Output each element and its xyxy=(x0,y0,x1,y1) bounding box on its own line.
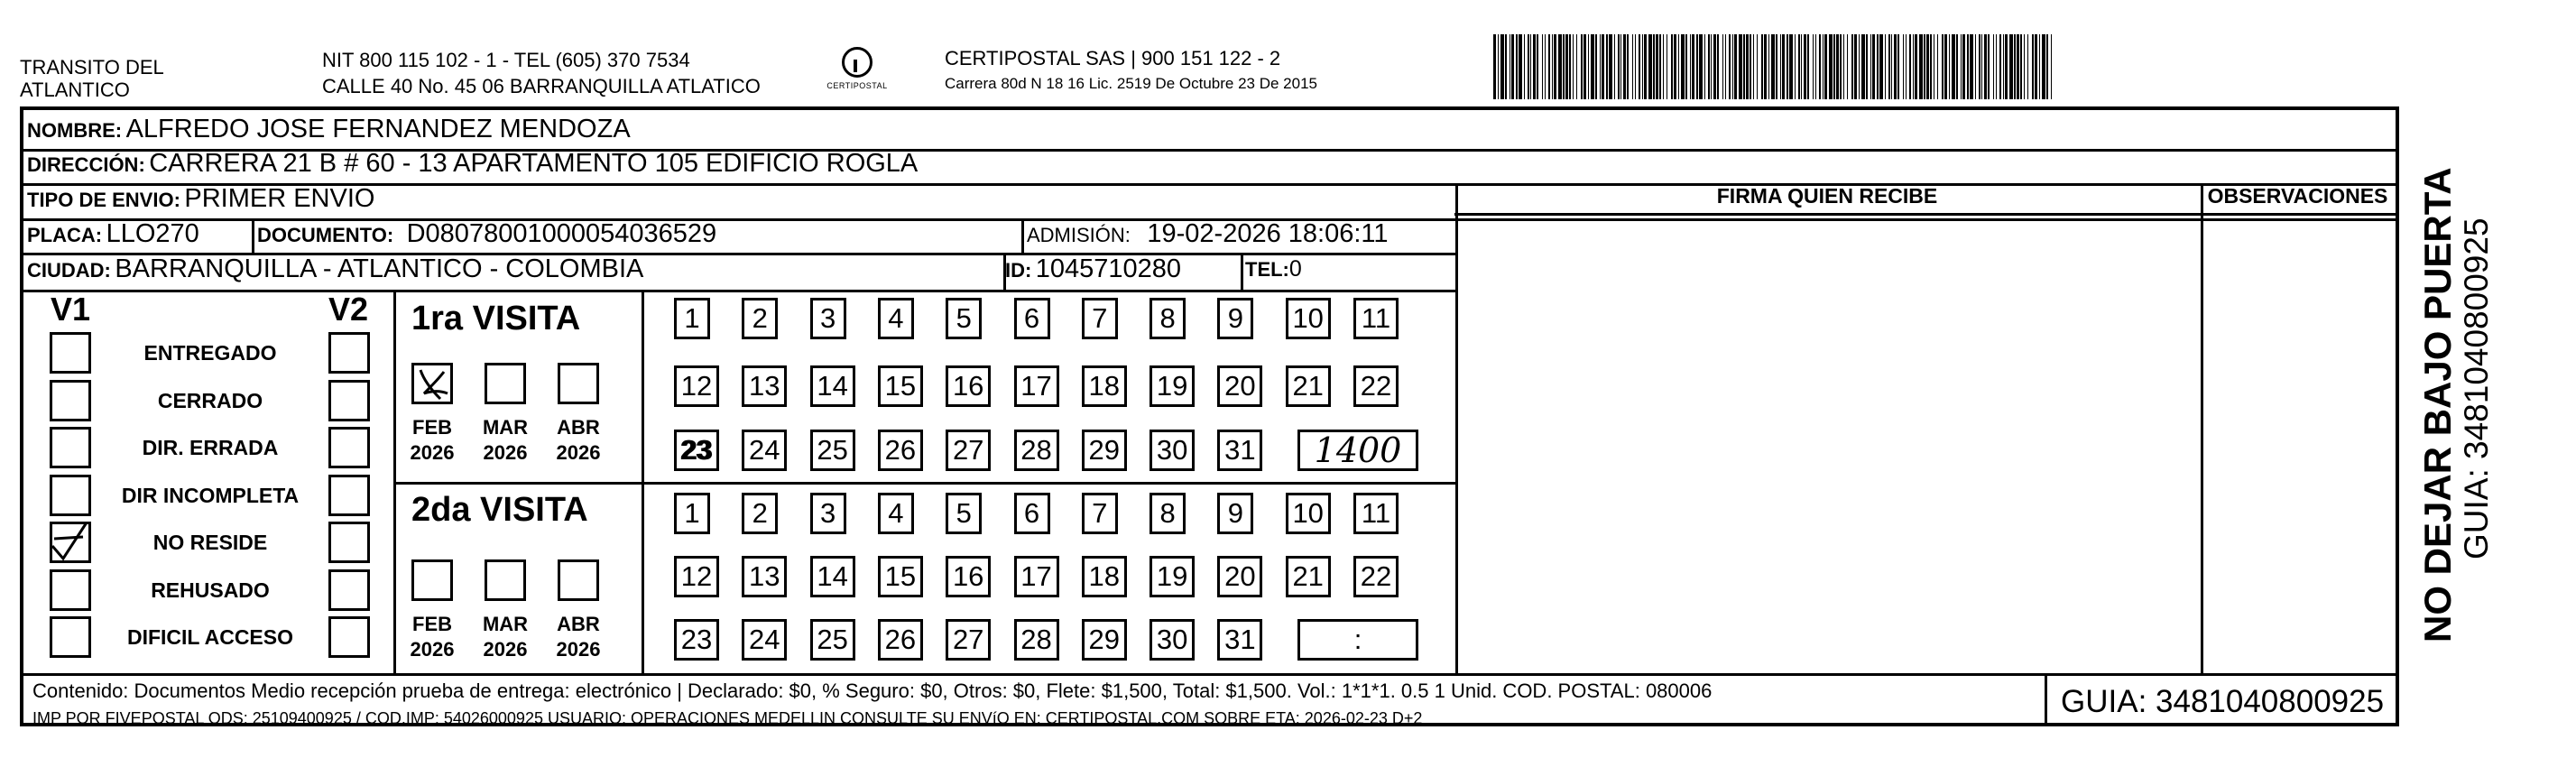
month-name: MAR xyxy=(482,613,529,635)
day-box[interactable] xyxy=(1150,556,1195,597)
name-value: ALFREDO JOSE FERNANDEZ MENDOZA xyxy=(125,115,631,143)
day-number: 7 xyxy=(1092,497,1108,529)
day-box[interactable] xyxy=(1082,556,1127,597)
day-box[interactable] xyxy=(1150,619,1195,661)
time-value: 1400 xyxy=(1314,430,1402,470)
status-reason-label: DIFICIL ACCESO xyxy=(126,625,293,649)
month-checkbox[interactable] xyxy=(411,559,453,601)
day-number: 4 xyxy=(888,302,904,334)
v2-checkbox[interactable] xyxy=(328,475,370,516)
status-reason-label: ENTREGADO xyxy=(143,341,277,365)
day-box[interactable] xyxy=(742,619,787,661)
city-value: BARRANQUILLA - ATLANTICO - COLOMBIA xyxy=(115,254,644,283)
day-box[interactable] xyxy=(946,298,982,339)
month-label xyxy=(405,612,459,662)
month-checkbox[interactable] xyxy=(558,363,599,404)
day-number: 30 xyxy=(1156,434,1188,466)
day-number: 16 xyxy=(952,560,984,592)
admission-value: 19-02-2026 18:06:11 xyxy=(1147,219,1389,248)
carrier-license: Carrera 80d N 18 16 Lic. 2519 De Octubre 23 De 2015 xyxy=(945,75,1317,92)
day-number: 28 xyxy=(1020,434,1052,466)
v2-checkbox[interactable] xyxy=(328,332,370,374)
city-label: CIUDAD: xyxy=(27,259,111,282)
v2-checkbox[interactable] xyxy=(328,569,370,611)
v1-checkbox[interactable] xyxy=(50,475,91,516)
v1-checkbox[interactable] xyxy=(50,569,91,611)
side-warning: NO DEJAR BAJO PUERTA xyxy=(2416,167,2459,642)
day-box[interactable] xyxy=(1217,493,1253,534)
day-box[interactable] xyxy=(946,430,991,471)
day-box[interactable] xyxy=(1286,493,1331,534)
day-box[interactable] xyxy=(878,430,923,471)
address-value: CARRERA 21 B # 60 - 13 APARTAMENTO 105 EDIFICIO ROGLA xyxy=(149,149,919,178)
v2-checkbox[interactable] xyxy=(328,616,370,658)
status-reason-label: CERRADO xyxy=(157,388,263,412)
month-year: 2026 xyxy=(410,441,455,464)
month-checkbox[interactable] xyxy=(411,363,453,404)
month-name: ABR xyxy=(557,416,600,439)
document-label: DOCUMENTO: xyxy=(257,224,394,246)
id-value: 1045710280 xyxy=(1035,254,1182,283)
day-number: 15 xyxy=(884,560,917,592)
side-guia: GUIA: 3481040800925 xyxy=(2458,217,2495,559)
day-box[interactable] xyxy=(1014,365,1059,407)
v2-checkbox[interactable] xyxy=(328,522,370,563)
day-box[interactable] xyxy=(1217,365,1262,407)
month-checkbox[interactable] xyxy=(558,559,599,601)
day-box[interactable] xyxy=(946,619,991,661)
v1-checkbox[interactable] xyxy=(50,522,91,563)
visit1-title: 1ra VISITA xyxy=(411,300,581,337)
day-box[interactable] xyxy=(946,493,982,534)
day-box[interactable] xyxy=(1286,298,1331,339)
plate-label: PLACA: xyxy=(27,224,103,246)
day-number: 14 xyxy=(817,370,848,402)
day-box[interactable] xyxy=(810,365,855,407)
status-reason-label: DIR INCOMPLETA xyxy=(121,483,300,507)
time-box[interactable] xyxy=(1297,619,1418,661)
day-box[interactable] xyxy=(1014,556,1059,597)
day-number: 19 xyxy=(1156,560,1188,592)
handwritten-check-icon xyxy=(47,519,94,566)
day-number: 25 xyxy=(817,624,848,655)
time-box[interactable] xyxy=(1297,430,1418,471)
day-number: 5 xyxy=(956,497,972,529)
v1-header: V1 xyxy=(51,291,91,328)
month-label xyxy=(551,612,605,662)
day-box[interactable] xyxy=(1082,365,1127,407)
day-number: 13 xyxy=(749,370,780,402)
day-number: 19 xyxy=(1156,370,1188,402)
day-box[interactable] xyxy=(1014,619,1059,661)
issuer-line-1: TRANSITO DEL xyxy=(20,56,164,79)
day-number: 3 xyxy=(819,302,836,334)
tel-label: TEL: xyxy=(1245,258,1289,281)
barcode xyxy=(1493,34,2057,99)
day-box[interactable] xyxy=(810,298,846,339)
month-label xyxy=(478,415,532,466)
document-value: D08078001000054036529 xyxy=(406,219,717,248)
issuer-line-2: ATLANTICO xyxy=(20,79,130,101)
day-box[interactable] xyxy=(810,556,855,597)
day-box[interactable] xyxy=(1217,430,1262,471)
day-box[interactable] xyxy=(946,365,991,407)
v1-checkbox[interactable] xyxy=(50,427,91,468)
day-number: 24 xyxy=(749,434,780,466)
day-number: 2 xyxy=(752,497,768,529)
observations-header: OBSERVACIONES xyxy=(2207,184,2388,208)
day-box[interactable] xyxy=(1217,619,1262,661)
day-number: 18 xyxy=(1088,560,1121,592)
day-box[interactable] xyxy=(1217,556,1262,597)
print-line: IMP POR FIVEPOSTAL ODS: 25109400925 / COD.IMP: 54026000925 USUARIO: OPERACIONES MEDELLIN CONSULTE SU ENVíO EN: CERTIPOSTAL.COM SOBRE ETA: 2026-02-23 D+2 xyxy=(32,709,1423,727)
day-number: 13 xyxy=(749,560,780,592)
day-number: 14 xyxy=(817,560,848,592)
day-box[interactable] xyxy=(1082,298,1118,339)
day-box[interactable] xyxy=(878,365,923,407)
day-number: 5 xyxy=(956,302,972,334)
day-box[interactable] xyxy=(810,493,846,534)
day-box[interactable] xyxy=(810,619,855,661)
issuer-address: CALLE 40 No. 45 06 BARRANQUILLA ATLATICO xyxy=(322,75,761,97)
month-label xyxy=(405,415,459,466)
day-number: 10 xyxy=(1292,302,1324,334)
day-box[interactable] xyxy=(1353,493,1399,534)
day-number: 18 xyxy=(1088,370,1121,402)
day-number: 8 xyxy=(1159,302,1176,334)
carrier-name: CERTIPOSTAL SAS | 900 151 122 - 2 xyxy=(945,47,1281,69)
time-value: : xyxy=(1353,624,1362,655)
day-number: 16 xyxy=(952,370,984,402)
day-number: 1 xyxy=(684,302,700,334)
day-box[interactable] xyxy=(674,556,719,597)
month-checkbox[interactable] xyxy=(485,559,526,601)
status-reason-label: REHUSADO xyxy=(151,578,270,602)
day-box[interactable] xyxy=(674,619,719,661)
day-number: 21 xyxy=(1292,560,1324,592)
day-box[interactable] xyxy=(742,365,787,407)
id-label: ID: xyxy=(1005,259,1032,282)
day-number: 21 xyxy=(1292,370,1324,402)
month-year: 2026 xyxy=(556,441,601,464)
day-number: 25 xyxy=(817,434,848,466)
day-number: 29 xyxy=(1088,434,1121,466)
id-field xyxy=(1005,254,1181,289)
v1-checkbox[interactable] xyxy=(50,380,91,421)
day-box[interactable] xyxy=(878,619,923,661)
day-number: 12 xyxy=(680,370,713,402)
day-box[interactable] xyxy=(674,298,710,339)
day-box[interactable] xyxy=(1353,365,1399,407)
day-number: 23 xyxy=(680,434,713,466)
day-number: 7 xyxy=(1092,302,1108,334)
day-number: 27 xyxy=(952,624,984,655)
day-box[interactable] xyxy=(1353,556,1399,597)
day-number: 2 xyxy=(752,302,768,334)
issuer-name xyxy=(20,56,164,101)
issuer-nit: NIT 800 115 102 - 1 - TEL (605) 370 7534 xyxy=(322,49,690,71)
day-number: 8 xyxy=(1159,497,1176,529)
day-number: 3 xyxy=(819,497,836,529)
day-number: 9 xyxy=(1227,302,1244,334)
certipostal-logo-icon xyxy=(812,47,902,101)
day-number: 4 xyxy=(888,497,904,529)
v2-checkbox[interactable] xyxy=(328,427,370,468)
day-box[interactable] xyxy=(1353,298,1399,339)
day-number: 22 xyxy=(1360,370,1392,402)
day-number: 26 xyxy=(884,434,917,466)
address-label: DIRECCIÓN: xyxy=(27,153,145,176)
admission-field xyxy=(1027,218,1389,254)
day-box[interactable] xyxy=(1150,298,1186,339)
day-box[interactable] xyxy=(674,365,719,407)
month-label xyxy=(551,415,605,466)
day-box[interactable] xyxy=(810,430,855,471)
day-number: 23 xyxy=(680,624,713,655)
day-number: 29 xyxy=(1088,624,1121,655)
admission-label: ADMISIÓN: xyxy=(1027,224,1131,246)
day-box[interactable] xyxy=(742,298,778,339)
month-year: 2026 xyxy=(483,638,528,661)
day-number: 1 xyxy=(684,497,700,529)
day-box[interactable] xyxy=(1150,365,1195,407)
document-field xyxy=(257,218,716,254)
day-number: 11 xyxy=(1361,497,1391,529)
v1-checkbox[interactable] xyxy=(50,616,91,658)
carrier-info xyxy=(945,47,1317,93)
day-number: 26 xyxy=(884,624,917,655)
day-box[interactable] xyxy=(1286,556,1331,597)
handwritten-x-icon xyxy=(411,363,455,406)
day-box[interactable] xyxy=(878,556,923,597)
month-year: 2026 xyxy=(410,638,455,661)
logo-text: CERTIPOSTAL xyxy=(826,81,888,90)
day-number: 17 xyxy=(1020,370,1052,402)
day-number: 11 xyxy=(1361,302,1391,334)
day-box[interactable] xyxy=(878,298,914,339)
plate-field xyxy=(27,218,199,254)
tel-field xyxy=(1245,254,1302,285)
month-checkbox[interactable] xyxy=(485,363,526,404)
day-box[interactable] xyxy=(1014,298,1050,339)
month-year: 2026 xyxy=(556,638,601,661)
day-box[interactable] xyxy=(1217,298,1253,339)
day-number: 6 xyxy=(1023,497,1040,529)
day-number: 31 xyxy=(1224,434,1256,466)
day-box[interactable] xyxy=(1082,430,1127,471)
month-name: FEB xyxy=(412,613,452,635)
month-name: ABR xyxy=(557,613,600,635)
month-name: FEB xyxy=(412,416,452,439)
day-box[interactable] xyxy=(1014,493,1050,534)
signature-header: FIRMA QUIEN RECIBE xyxy=(1716,184,1938,208)
day-number: 20 xyxy=(1224,560,1256,592)
v2-header: V2 xyxy=(328,291,369,328)
day-number: 15 xyxy=(884,370,917,402)
day-number: 31 xyxy=(1224,624,1256,655)
recipient-address xyxy=(27,148,918,183)
visit2-title: 2da VISITA xyxy=(411,491,588,529)
day-box[interactable] xyxy=(1150,493,1186,534)
shipment-type xyxy=(27,183,374,218)
v2-checkbox[interactable] xyxy=(328,380,370,421)
city-field xyxy=(27,254,643,289)
issuer-contact xyxy=(322,49,761,97)
day-box[interactable] xyxy=(1150,430,1195,471)
day-number: 30 xyxy=(1156,624,1188,655)
recipient-name xyxy=(27,114,631,149)
month-year: 2026 xyxy=(483,441,528,464)
month-label xyxy=(478,612,532,662)
day-number: 12 xyxy=(680,560,713,592)
month-name: MAR xyxy=(482,416,529,439)
day-box[interactable] xyxy=(946,556,991,597)
day-number: 10 xyxy=(1292,497,1324,529)
day-box[interactable] xyxy=(674,493,710,534)
day-box[interactable] xyxy=(742,430,787,471)
day-box[interactable] xyxy=(674,430,719,471)
day-number: 17 xyxy=(1020,560,1052,592)
day-number: 6 xyxy=(1023,302,1040,334)
status-reason-label: NO RESIDE xyxy=(152,531,268,554)
day-box[interactable] xyxy=(742,493,778,534)
content-line: Contenido: Documentos Medio recepción prueba de entrega: electrónico | Declarado: $0, % Seguro: $0, Otros: $0, Flete: $1,500, Total: $1,500. Vol.: 1*1*1. 0.5 1 Unid. COD. POSTAL: 080006 xyxy=(32,679,1713,702)
v1-checkbox[interactable] xyxy=(50,332,91,374)
day-number: 24 xyxy=(749,624,780,655)
footer-guia: GUIA: 3481040800925 xyxy=(2061,684,2385,719)
day-box[interactable] xyxy=(1082,493,1118,534)
day-box[interactable] xyxy=(1014,430,1059,471)
day-number: 20 xyxy=(1224,370,1256,402)
type-label: TIPO DE ENVIO: xyxy=(27,189,180,211)
tel-value: 0 xyxy=(1288,256,1302,282)
plate-value: LLO270 xyxy=(106,219,199,248)
day-number: 27 xyxy=(952,434,984,466)
type-value: PRIMER ENVIO xyxy=(184,184,375,213)
barcode-bar xyxy=(2052,34,2053,99)
day-box[interactable] xyxy=(1286,365,1331,407)
day-box[interactable] xyxy=(1082,619,1127,661)
day-number: 28 xyxy=(1020,624,1052,655)
day-number: 22 xyxy=(1360,560,1392,592)
day-number: 9 xyxy=(1227,497,1244,529)
status-reason-label: DIR. ERRADA xyxy=(142,436,279,459)
day-box[interactable] xyxy=(742,556,787,597)
day-box[interactable] xyxy=(878,493,914,534)
columns-header-rule xyxy=(1454,213,2398,216)
name-label: NOMBRE: xyxy=(27,119,123,142)
